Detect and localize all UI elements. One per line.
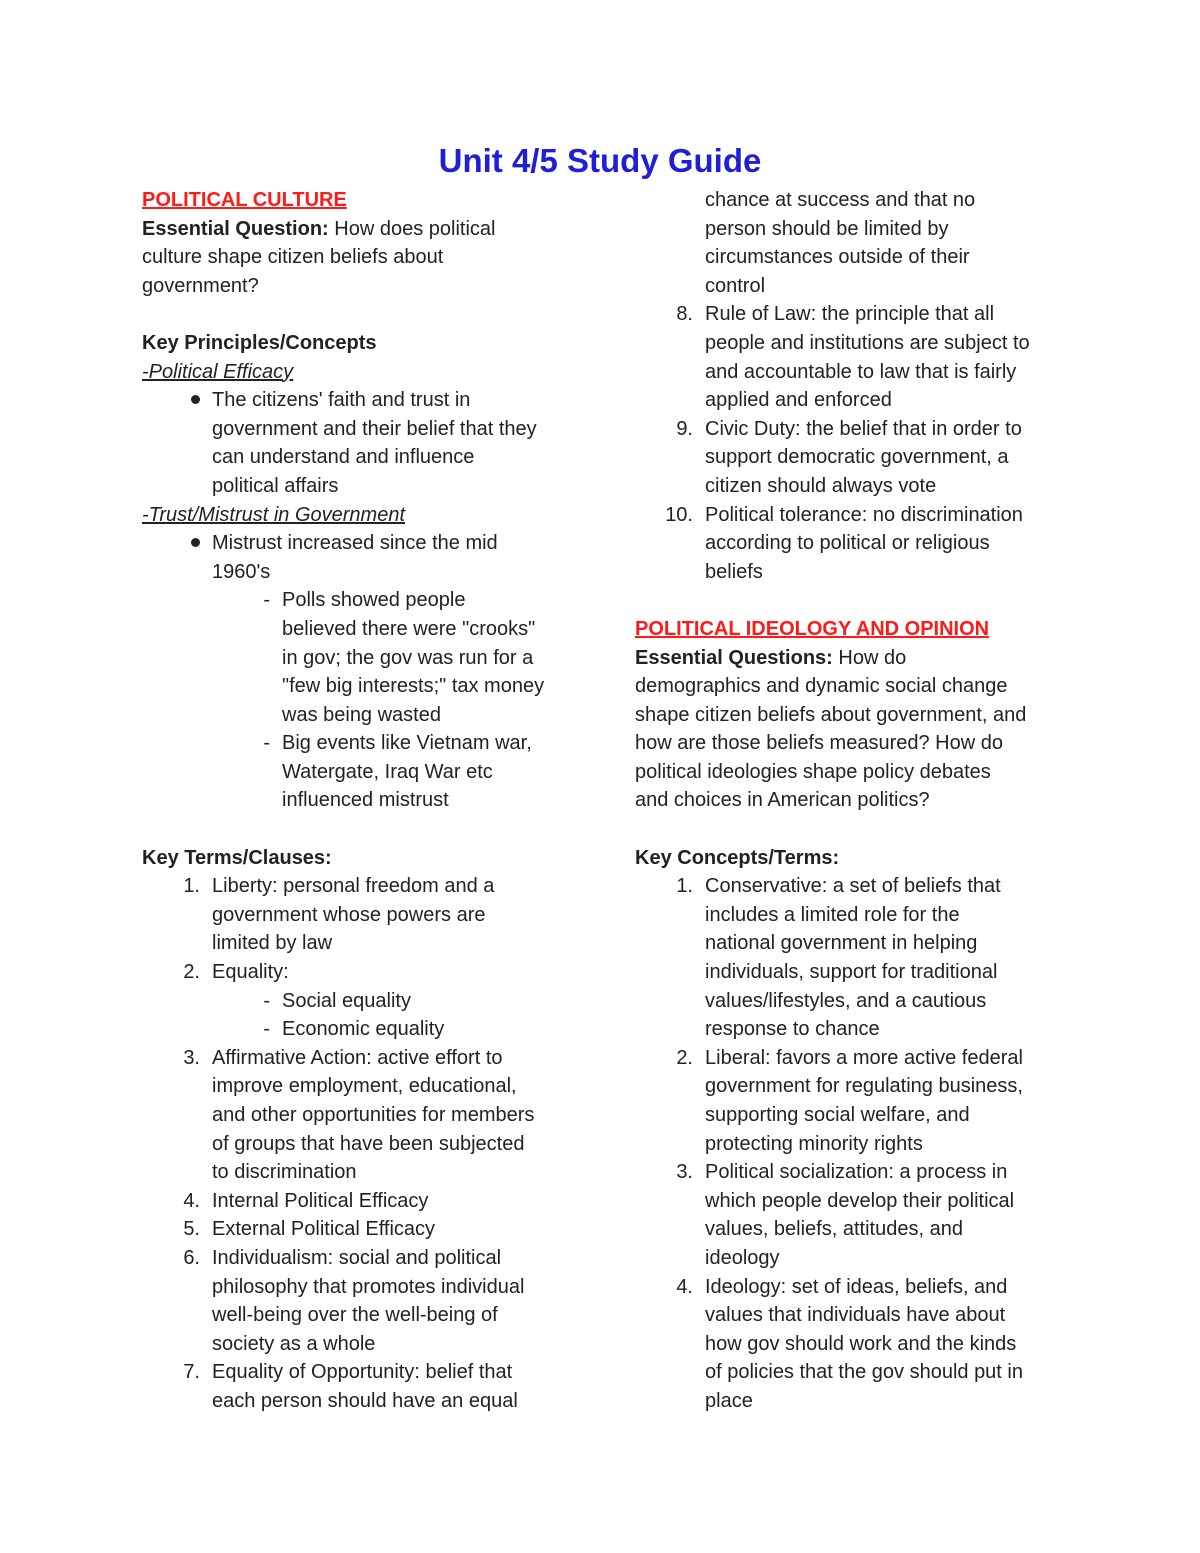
list-item-text: supporting social welfare, and	[705, 1104, 970, 1126]
list-item-text: Polls showed people	[282, 589, 466, 612]
subsection-heading-principles: Key Principles/Concepts	[142, 331, 377, 354]
list-item-text: beliefs	[705, 560, 763, 583]
essential-question-label: Essential Question:	[142, 217, 329, 240]
list-number: 6.	[183, 1246, 200, 1269]
list-number: 5.	[183, 1218, 200, 1241]
list-item-text: well-being over the well-being of	[212, 1304, 498, 1327]
essential-question-text: and choices in American politics?	[635, 789, 930, 812]
list-item-text: improve employment, educational,	[212, 1075, 517, 1098]
list-item	[142, 1215, 582, 1244]
list-item-text: and other opportunities for members	[212, 1104, 535, 1126]
list-item-text: chance at success and that no	[705, 189, 976, 211]
list-item	[142, 1358, 582, 1415]
list-item: - Social equality	[142, 987, 582, 1016]
list-item-text: Ideology: set of ideas, beliefs, and	[705, 1275, 1008, 1298]
list-item-text: The citizens' faith and trust in	[212, 389, 471, 412]
list-number: 10.	[665, 503, 693, 526]
list-number: 3.	[183, 1046, 200, 1069]
list-item-text: can understand and influence	[212, 446, 475, 469]
essential-question-label: Essential Questions:	[635, 646, 833, 669]
list-item-text: applied and enforced	[705, 389, 892, 412]
list-item	[635, 1158, 1075, 1272]
list-item-text: citizen should always vote	[705, 474, 937, 497]
list-item-text: External Political Efficacy	[212, 1218, 436, 1241]
list-item-text: each person should have an equal	[212, 1389, 518, 1412]
essential-question-text: culture shape citizen beliefs about	[142, 246, 444, 269]
essential-question-text: how are those beliefs measured? How do	[635, 732, 1003, 755]
list-item-text: Liberal: favors a more active federal	[705, 1046, 1023, 1069]
list-item-text: response to chance	[705, 1018, 880, 1041]
essential-question	[635, 644, 1075, 673]
list-item-text: includes a limited role for the	[705, 903, 960, 926]
essential-question-text: political ideologies shape policy debates	[635, 760, 991, 783]
list-item-text: limited by law	[212, 932, 333, 955]
list-item-text: protecting minority rights	[705, 1132, 923, 1155]
concept-label-trust: -Trust/Mistrust in Government	[142, 503, 406, 526]
list-item	[142, 872, 582, 958]
list-item-text: Big events like Vietnam war,	[282, 732, 532, 755]
list-item-text: and accountable to law that is fairly	[705, 360, 1017, 383]
list-item-text: person should be limited by	[705, 217, 949, 240]
list-item: - Polls showed people believed there were "crooks" in gov; the gov was run for a "few big interests;" tax money was being wasted	[142, 586, 582, 729]
list-item-text: Liberty: personal freedom and a	[212, 875, 495, 898]
list-number: 2.	[676, 1046, 693, 1069]
essential-question-text: demographics and dynamic social change	[635, 675, 1008, 698]
section-heading-political-culture: POLITICAL CULTURE	[142, 189, 347, 211]
list-item-text: values that individuals have about	[705, 1304, 1006, 1327]
list-number: 4.	[676, 1275, 693, 1298]
list-item	[635, 1273, 1075, 1416]
page-title: Unit 4/5 Study Guide	[438, 142, 762, 179]
list-number: 4.	[183, 1189, 200, 1212]
list-item-text: "few big interests;" tax money	[282, 675, 545, 698]
list-item-text: philosophy that promotes individual	[212, 1275, 525, 1298]
list-item-text: political affairs	[212, 474, 339, 497]
list-item-text: control	[705, 274, 766, 297]
list-item-text: Internal Political Efficacy	[212, 1189, 429, 1212]
list-item-text: Mistrust increased since the mid	[212, 532, 498, 555]
list-item: - Economic equality	[142, 1015, 582, 1044]
list-item-text: government and their belief that they	[212, 417, 537, 440]
list-item-text: influenced mistrust	[282, 789, 449, 812]
list-item	[142, 1187, 582, 1216]
list-number: 7.	[183, 1361, 200, 1384]
list-item-text: Political tolerance: no discrimination	[705, 503, 1023, 526]
list-item-text: Affirmative Action: active effort to	[212, 1046, 503, 1069]
list-item-text: Equality:	[212, 961, 289, 984]
list-item-text: national government in helping	[705, 932, 978, 955]
list-item-text: support democratic government, a	[705, 446, 1009, 469]
essential-question-text: How do	[832, 646, 907, 669]
list-number: 1.	[183, 875, 200, 898]
right-column	[635, 186, 1075, 1416]
list-item-continued	[635, 186, 1075, 300]
list-item	[635, 501, 1075, 587]
list-item: - Big events like Vietnam war, Watergate, Iraq War etc influenced mistrust	[142, 729, 582, 815]
list-item-text: Political socialization: a process in	[705, 1161, 1008, 1184]
list-item-text: Equality of Opportunity: belief that	[212, 1361, 513, 1384]
list-item-text: ideology	[705, 1246, 780, 1269]
list-number: 2.	[183, 961, 200, 984]
list-item-text: in gov; the gov was run for a	[282, 646, 534, 669]
list-item-text: values/lifestyles, and a cautious	[705, 989, 987, 1012]
list-item	[142, 1244, 582, 1358]
subsection-heading-concepts: Key Concepts/Terms:	[635, 846, 840, 869]
list-number: 8.	[676, 303, 693, 326]
list-item-text: Civic Duty: the belief that in order to	[705, 417, 1022, 440]
essential-question-text: shape citizen beliefs about government, and	[635, 703, 1027, 726]
left-column	[142, 186, 582, 1416]
list-item	[142, 529, 582, 586]
list-item-text: Individualism: social and political	[212, 1246, 502, 1269]
list-item-text: government whose powers are	[212, 903, 486, 926]
bullet-icon	[191, 395, 200, 404]
list-item	[635, 872, 1075, 1044]
essential-question	[142, 215, 582, 244]
list-item-text: was being wasted	[282, 703, 441, 726]
list-item	[142, 958, 582, 987]
list-item-text: 1960's	[212, 560, 271, 583]
list-item-text: values, beliefs, attitudes, and	[705, 1218, 963, 1241]
essential-question-text: How does political	[328, 217, 496, 240]
list-item-text: Social equality	[282, 989, 411, 1012]
list-item-text: which people develop their political	[705, 1189, 1015, 1212]
subsection-heading-terms: Key Terms/Clauses:	[142, 846, 332, 869]
list-item-text: society as a whole	[212, 1332, 376, 1355]
list-item-text: Watergate, Iraq War etc	[282, 760, 493, 783]
list-item-text: of policies that the gov should put in	[705, 1361, 1023, 1384]
list-item	[635, 1044, 1075, 1158]
list-item-text: Rule of Law: the principle that all	[705, 303, 995, 326]
list-number: 9.	[676, 417, 693, 440]
list-item	[635, 415, 1075, 501]
list-item-text: to discrimination	[212, 1161, 357, 1184]
list-item-text: of groups that have been subjected	[212, 1132, 525, 1155]
list-item-text: Conservative: a set of beliefs that	[705, 875, 1001, 898]
bullet-icon	[191, 538, 200, 547]
list-number: 1.	[676, 875, 693, 898]
list-item-text: how gov should work and the kinds	[705, 1332, 1017, 1355]
list-item	[142, 1044, 582, 1187]
list-item-text: circumstances outside of their	[705, 246, 970, 269]
section-heading-political-ideology: POLITICAL IDEOLOGY AND OPINION	[635, 617, 990, 640]
list-item-text: place	[705, 1389, 753, 1412]
list-item-text: Economic equality	[282, 1018, 445, 1041]
list-item	[635, 300, 1075, 414]
list-item	[142, 386, 582, 500]
list-item-text: government for regulating business,	[705, 1075, 1023, 1098]
concept-label-efficacy: -Political Efficacy	[142, 360, 294, 383]
list-item-text: according to political or religious	[705, 532, 990, 555]
list-number: 3.	[676, 1161, 693, 1184]
list-item-text: individuals, support for traditional	[705, 961, 998, 984]
list-item-text: people and institutions are subject to	[705, 331, 1030, 354]
list-item-text: believed there were "crooks"	[282, 617, 536, 640]
essential-question-text: government?	[142, 274, 259, 297]
